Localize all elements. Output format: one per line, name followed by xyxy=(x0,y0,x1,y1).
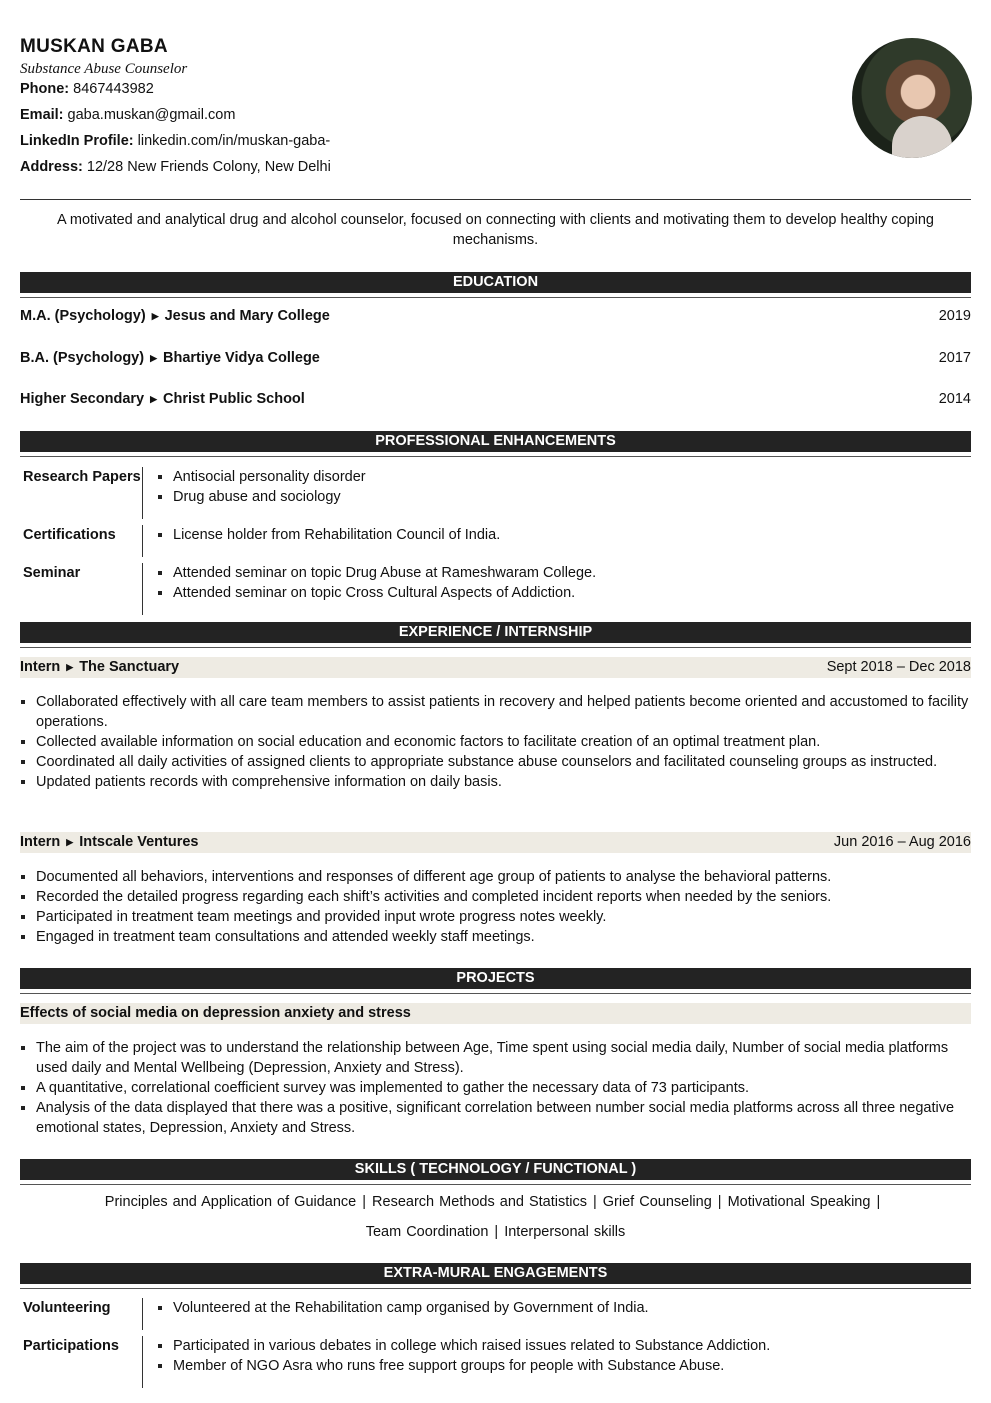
contact-label: Address: xyxy=(20,159,83,175)
education-entry xyxy=(20,306,330,326)
labeled-group xyxy=(20,467,971,519)
arrow-right-icon: ▶ xyxy=(150,352,157,363)
organization: Intscale Ventures xyxy=(79,834,199,850)
bullet-item: Attended seminar on topic Drug Abuse at Rameshwaram College. xyxy=(157,563,596,583)
bullet-item: Collected available information on social education and economic factors to facilitate creation of an optimal treatment plan. xyxy=(20,732,971,752)
group-label: Research Papers xyxy=(23,469,141,485)
contact-line xyxy=(20,102,971,128)
arrow-right-icon: ▶ xyxy=(66,837,74,847)
arrow-right-icon: ▶ xyxy=(150,394,158,404)
bullet-item: The aim of the project was to understand the relationship between Age, Time spent using social media daily, Number of social media platforms used daily and Mental Wellbeing (Depression, Anxiety and Stress). xyxy=(20,1038,971,1078)
group-points xyxy=(142,1298,649,1330)
organization: The Sanctuary xyxy=(79,659,180,675)
group-label: Certifications xyxy=(23,527,116,543)
separator: | xyxy=(362,1194,367,1210)
bullet-item: Member of NGO Asra who runs free support groups for people with Substance Abuse. xyxy=(157,1356,770,1376)
bullet-item: Analysis of the data displayed that there was a positive, significant correlation between number social media platforms across all three negative emotional states, Depression, Anxiety and Stress. xyxy=(20,1098,971,1138)
section-heading-education: EDUCATION xyxy=(20,272,971,293)
degree: B.A. (Psychology) xyxy=(20,349,145,366)
header xyxy=(20,36,971,180)
separator: | xyxy=(593,1194,597,1210)
group-points xyxy=(142,467,366,519)
education-row xyxy=(20,348,971,368)
skill: Principles and Application of Guidance xyxy=(104,1194,357,1210)
skill: Research Methods and Statistics xyxy=(372,1194,587,1210)
bullet-item: License holder from Rehabilitation Council of India. xyxy=(157,525,500,545)
skill: Motivational Speaking xyxy=(727,1194,871,1210)
experience-item xyxy=(20,657,971,792)
section-heading-experience: EXPERIENCE / INTERNSHIP xyxy=(20,622,971,643)
labeled-group xyxy=(20,563,971,615)
contact-value: gaba.muskan@gmail.com xyxy=(67,107,236,123)
contact-value: linkedin.com/in/muskan-gaba- xyxy=(137,133,331,149)
bullet-item: Participated in various debates in college which raised issues related to Substance Addiction. xyxy=(157,1336,770,1356)
section-heading-extramural: EXTRA-MURAL ENGAGEMENTS xyxy=(20,1263,971,1284)
contact-line xyxy=(20,154,971,180)
role: Intern xyxy=(20,659,61,675)
experience-header xyxy=(20,657,971,678)
contact-line xyxy=(20,76,971,102)
bullet-item: Recorded the detailed progress regarding each shift’s activities and completed incident reports when needed by the seniors. xyxy=(20,887,971,907)
bullet-item: Documented all behaviors, interventions and responses of different age group of patients to analyse the behavioral patterns. xyxy=(20,867,971,887)
education-list xyxy=(20,306,971,431)
bullet-item: Participated in treatment team meetings and provided input wrote progress notes weekly. xyxy=(20,907,971,927)
experience-header xyxy=(20,832,971,853)
candidate-name: MUSKAN GABA xyxy=(20,36,168,57)
education-entry xyxy=(20,348,320,368)
arrow-right-icon: ▶ xyxy=(151,311,159,321)
school: Jesus and Mary College xyxy=(164,308,330,324)
skill: Team Coordination xyxy=(365,1224,489,1240)
education-row xyxy=(20,306,971,326)
arrow-right-icon: ▶ xyxy=(66,662,74,672)
bullet-item: Attended seminar on topic Cross Cultural Aspects of Addiction. xyxy=(157,583,596,603)
skill: Interpersonal skills xyxy=(504,1224,626,1240)
contact-value: 12/28 New Friends Colony, New Delhi xyxy=(86,159,331,175)
bullet-item: Collaborated effectively with all care team members to assist patients in recovery and helped patients become oriented and accustomed to facility operations. xyxy=(20,692,971,732)
section-heading-enhancements: PROFESSIONAL ENHANCEMENTS xyxy=(20,431,971,452)
year: 2017 xyxy=(938,349,971,366)
separator: | xyxy=(494,1224,499,1240)
contact-label: LinkedIn Profile: xyxy=(20,133,134,149)
section-heading-projects: PROJECTS xyxy=(20,968,971,989)
job-title: Substance Abuse Counselor xyxy=(20,61,188,77)
contact-label: Email: xyxy=(20,107,64,123)
divider xyxy=(20,199,971,200)
bullet-item: Drug abuse and sociology xyxy=(157,487,366,507)
summary: A motivated and analytical drug and alcohol counselor, focused on connecting with clients and motivating them to develop healthy coping mechanisms. xyxy=(56,212,934,248)
skill: Grief Counseling xyxy=(602,1194,712,1210)
separator: | xyxy=(876,1194,881,1210)
role: Intern xyxy=(20,834,61,850)
education-entry xyxy=(20,389,305,409)
labeled-group xyxy=(20,525,971,557)
group-label: Seminar xyxy=(23,565,81,581)
dates: Jun 2016 – Aug 2016 xyxy=(833,834,971,850)
enhancements-list xyxy=(20,467,971,621)
labeled-group xyxy=(20,1336,971,1388)
school: Christ Public School xyxy=(163,391,305,407)
contact-label: Phone: xyxy=(20,81,70,97)
section-heading-skills: SKILLS ( TECHNOLOGY / FUNCTIONAL ) xyxy=(20,1159,971,1180)
school: Bhartiye Vidya College xyxy=(163,349,320,366)
bullet-item: Coordinated all daily activities of assigned clients to appropriate substance abuse counselors and facilitated counseling groups as instructed. xyxy=(20,752,971,772)
bullet-item: Engaged in treatment team consultations and attended weekly staff meetings. xyxy=(20,927,971,947)
group-label: Volunteering xyxy=(23,1300,111,1316)
bullet-item: Volunteered at the Rehabilitation camp organised by Government of India. xyxy=(157,1298,649,1318)
bullet-item: Antisocial personality disorder xyxy=(157,467,366,487)
experience-points xyxy=(20,692,971,792)
group-points xyxy=(142,563,596,615)
group-points xyxy=(142,1336,770,1388)
separator: | xyxy=(717,1194,722,1210)
group-points xyxy=(142,525,500,557)
contact-line xyxy=(20,128,971,154)
profile-photo xyxy=(852,38,972,158)
experience-points xyxy=(20,867,971,947)
degree: M.A. (Psychology) xyxy=(20,308,146,324)
year: 2019 xyxy=(938,308,971,324)
bullet-item: A quantitative, correlational coefficient survey was implemented to gather the necessary data of 73 participants. xyxy=(20,1078,971,1098)
project-item xyxy=(20,1003,971,1138)
education-row xyxy=(20,389,971,409)
project-title: Effects of social media on depression anxiety and stress xyxy=(20,1005,411,1021)
degree: Higher Secondary xyxy=(20,391,145,407)
bullet-item: Updated patients records with comprehensive information on daily basis. xyxy=(20,772,971,792)
labeled-group xyxy=(20,1298,971,1330)
experience-item xyxy=(20,832,971,947)
contact-value: 8467443982 xyxy=(73,81,154,97)
year: 2014 xyxy=(938,391,971,407)
skills-list xyxy=(20,1187,971,1247)
dates: Sept 2018 – Dec 2018 xyxy=(826,659,971,675)
group-label: Participations xyxy=(23,1338,119,1354)
extramural-list xyxy=(20,1298,971,1394)
